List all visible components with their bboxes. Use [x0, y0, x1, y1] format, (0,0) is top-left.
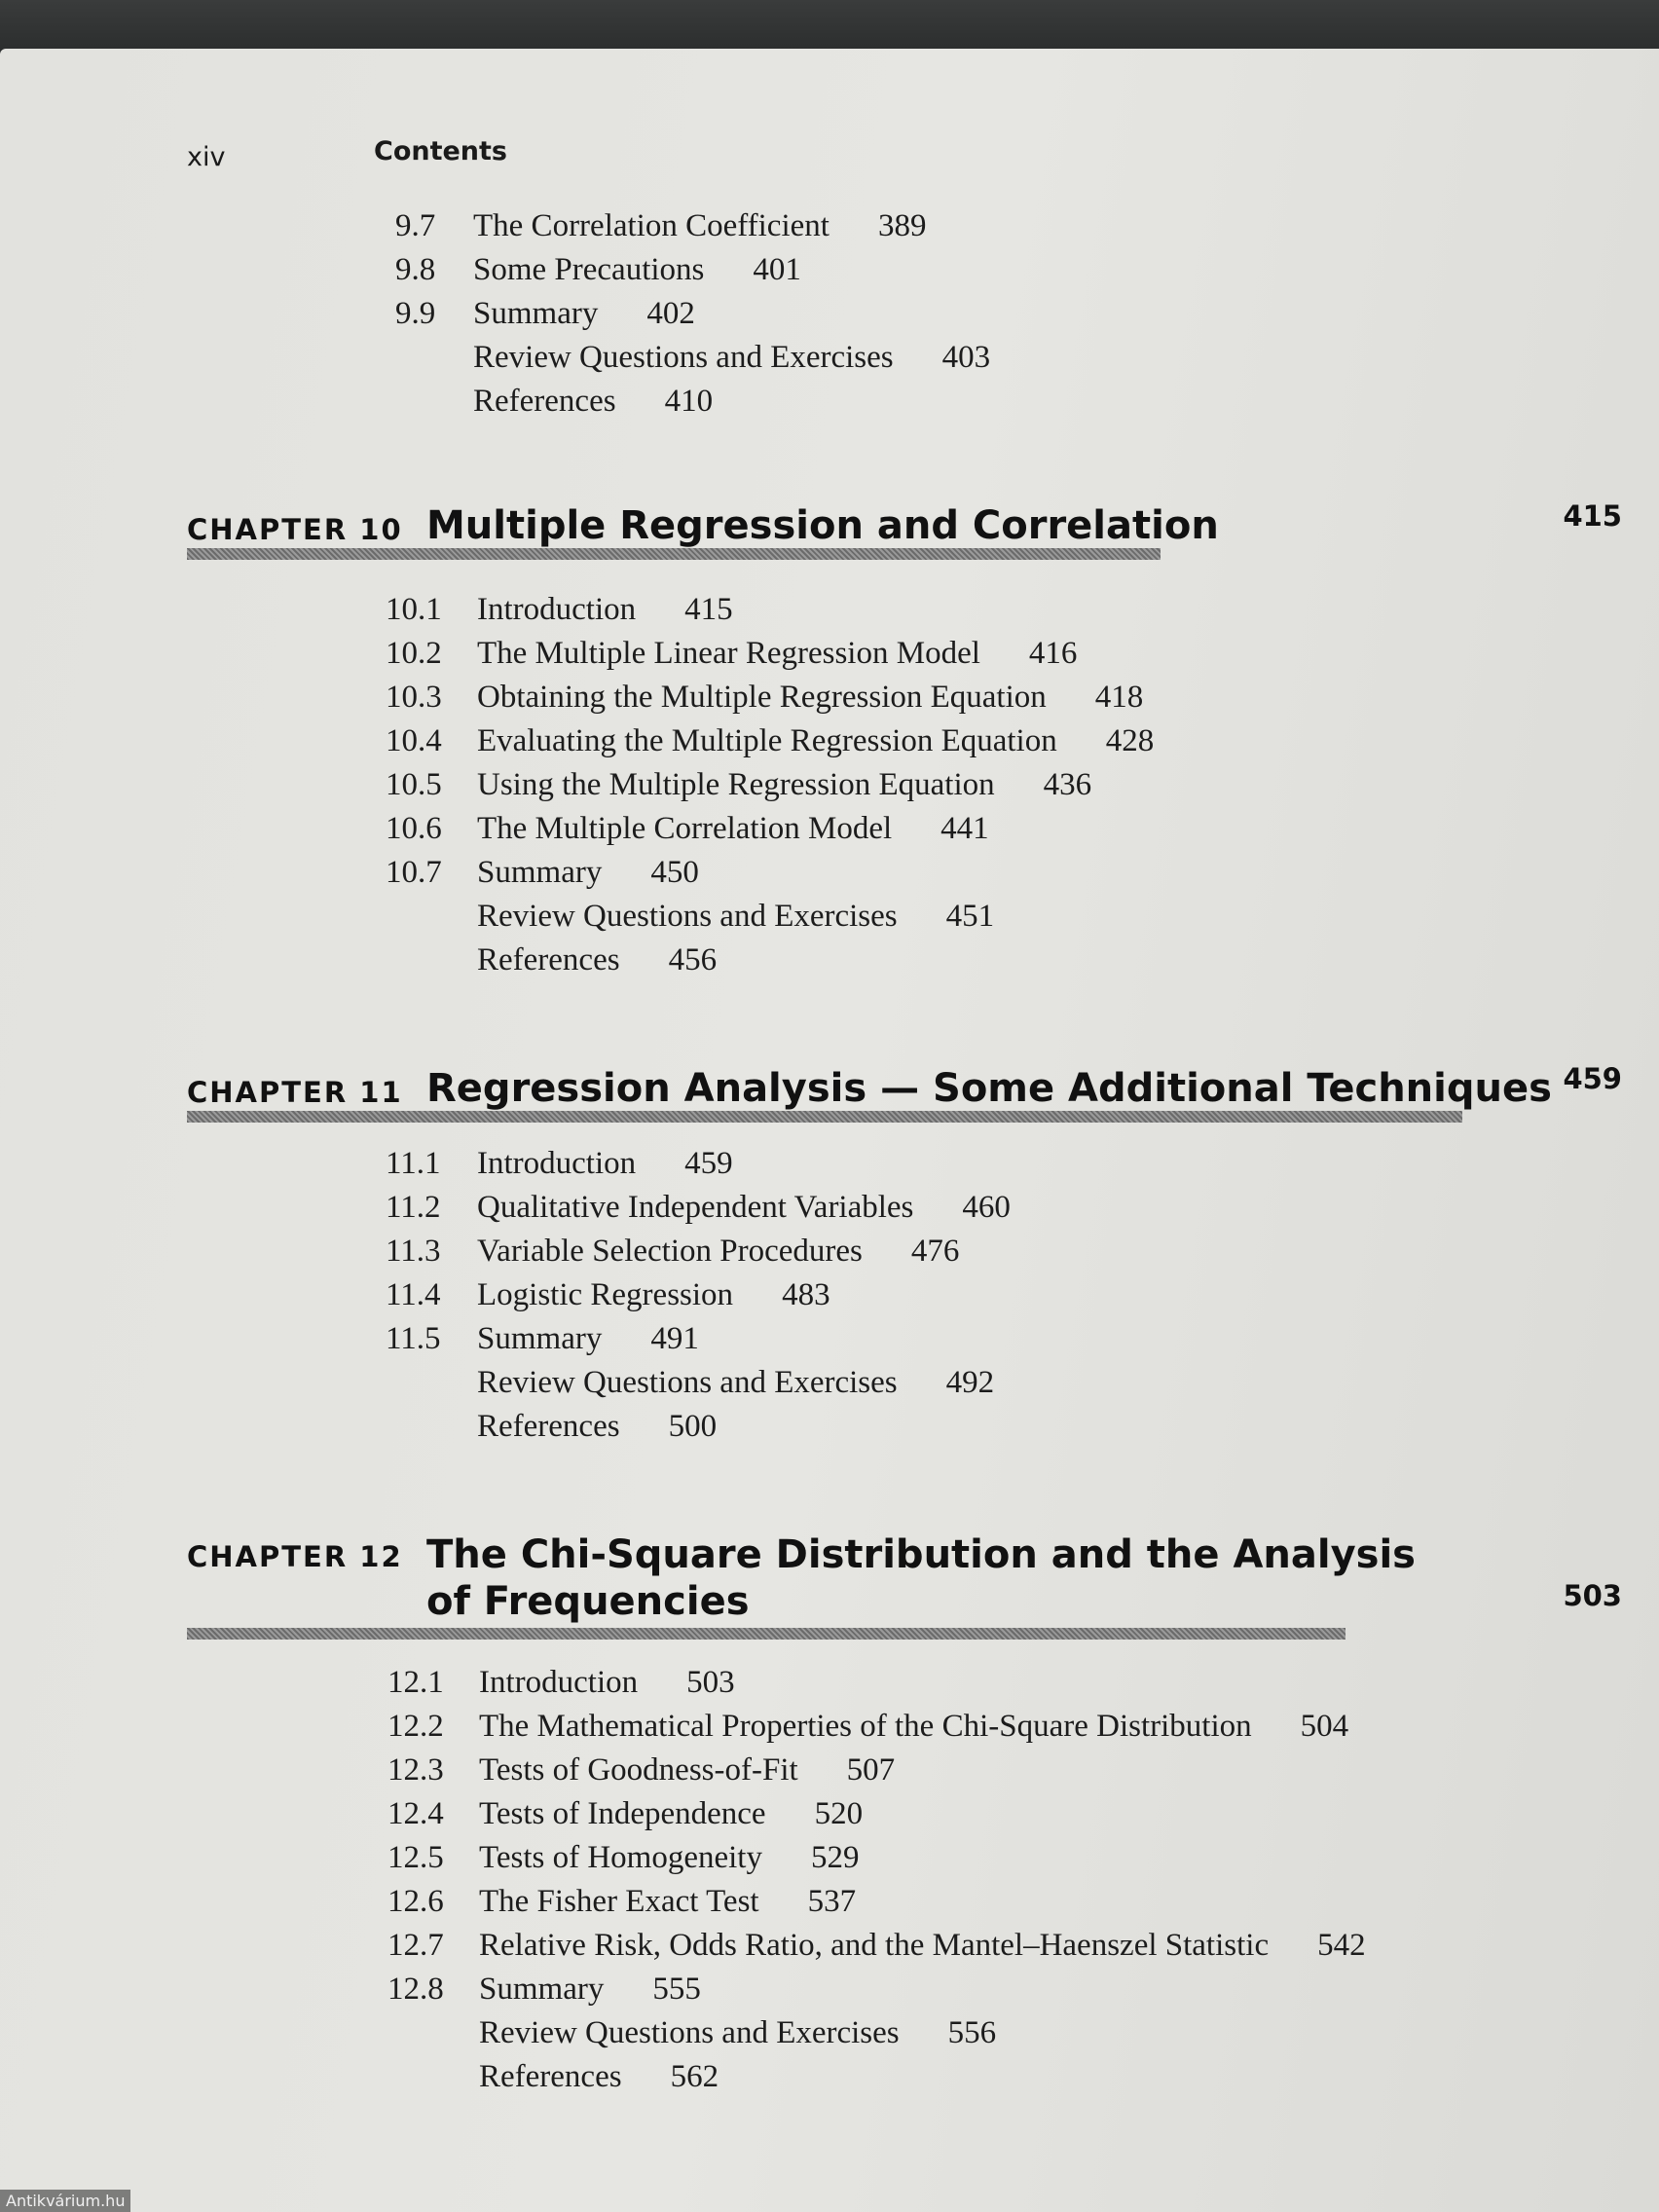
chapter-title: The Chi-Square Distribution and the Analysis — [426, 1532, 1416, 1577]
section-title-line — [479, 1705, 1348, 1749]
section-page: 441 — [940, 811, 989, 846]
section-title-line — [473, 204, 926, 248]
section-title: Tests of Homogeneity — [479, 1840, 762, 1875]
section-title: Evaluating the Multiple Regression Equation — [477, 723, 1057, 758]
chapter-title: Multiple Regression and Correlation — [426, 503, 1219, 548]
section-number: 11.3 — [386, 1234, 441, 1269]
section-page: 476 — [910, 1234, 960, 1269]
section-title-line — [479, 1661, 735, 1705]
section-page: 402 — [646, 296, 695, 331]
section-title-line — [477, 807, 989, 851]
section-title: The Correlation Coefficient — [473, 208, 830, 243]
section-page: 556 — [947, 2015, 997, 2050]
section-number: 10.3 — [386, 680, 442, 715]
chapter-12-block — [183, 1519, 1624, 1626]
section-title-line — [479, 1880, 856, 1924]
section-number: 10.7 — [386, 855, 442, 890]
section-number: 11.1 — [386, 1146, 441, 1181]
chapter-label: CHAPTER 12 — [187, 1540, 403, 1573]
chapter-page: 459 — [1563, 1062, 1622, 1095]
watermark: Antikvárium.hu — [0, 2190, 130, 2212]
section-page: 460 — [962, 1190, 1011, 1225]
section-title-line — [479, 1836, 859, 1880]
section-page: 456 — [668, 942, 718, 977]
chapter-heading — [183, 1054, 1624, 1123]
section-title: The Multiple Linear Regression Model — [477, 636, 980, 671]
section-title-line — [477, 1142, 733, 1186]
section-page: 451 — [945, 899, 995, 934]
section-title: References — [477, 942, 620, 977]
section-title-line — [479, 1968, 701, 2011]
section-number: 12.8 — [387, 1972, 444, 2007]
section-title: The Mathematical Properties of the Chi-Square Distribution — [479, 1709, 1252, 1744]
section-title: Variable Selection Procedures — [477, 1234, 863, 1269]
section-title: References — [479, 2059, 622, 2094]
section-title: Review Questions and Exercises — [473, 340, 894, 375]
section-title: References — [477, 1409, 620, 1444]
section-number: 12.4 — [387, 1796, 444, 1831]
chapter-label: CHAPTER 10 — [187, 513, 403, 546]
section-page: 389 — [877, 208, 927, 243]
section-title-line — [477, 676, 1143, 719]
section-page: 415 — [684, 592, 733, 627]
section-title-line — [477, 895, 994, 939]
section-title-line — [473, 336, 990, 380]
section-number: 12.1 — [387, 1665, 444, 1700]
section-number: 10.5 — [386, 767, 442, 802]
section-title: The Multiple Correlation Model — [477, 811, 893, 846]
section-title-line — [479, 1924, 1366, 1968]
section-page: 403 — [941, 340, 991, 375]
section-title-line — [479, 1749, 895, 1792]
section-title: Qualitative Independent Variables — [477, 1190, 914, 1225]
section-title: Introduction — [479, 1665, 639, 1700]
section-title-line — [477, 719, 1154, 763]
section-page: 562 — [670, 2059, 719, 2094]
section-number: 9.7 — [395, 208, 436, 243]
section-number: 10.6 — [386, 811, 442, 846]
section-number: 11.4 — [386, 1277, 441, 1312]
chapter-11-block — [183, 1054, 1624, 1123]
section-page: 483 — [782, 1277, 830, 1312]
chapter-page: 503 — [1563, 1579, 1622, 1612]
section-title-line — [473, 248, 801, 292]
chapter-label: CHAPTER 11 — [187, 1076, 403, 1109]
section-title-line — [479, 2011, 996, 2055]
section-title-line — [477, 1361, 994, 1405]
page-folio: xiv — [187, 142, 226, 172]
section-page: 507 — [846, 1752, 896, 1788]
section-title: Obtaining the Multiple Regression Equation — [477, 680, 1047, 715]
section-page: 529 — [810, 1840, 860, 1875]
section-title-line — [473, 380, 713, 424]
section-title: Relative Risk, Odds Ratio, and the Mantel–Haenszel Statistic — [479, 1928, 1270, 1963]
chapter-rule — [187, 548, 1161, 560]
section-page: 459 — [684, 1146, 733, 1181]
section-title: Review Questions and Exercises — [477, 1365, 898, 1400]
section-page: 504 — [1300, 1709, 1349, 1744]
section-page: 520 — [814, 1796, 864, 1831]
section-title-line — [477, 939, 717, 982]
section-page: 503 — [686, 1665, 735, 1700]
section-title-line — [477, 1230, 959, 1273]
running-head-label: Contents — [374, 136, 508, 166]
section-title: Tests of Goodness-of-Fit — [479, 1752, 798, 1788]
section-title: Summary — [477, 1321, 603, 1356]
section-title-line — [479, 2055, 719, 2099]
section-title: Introduction — [477, 1146, 637, 1181]
section-number: 11.5 — [386, 1321, 441, 1356]
section-title: Review Questions and Exercises — [477, 899, 898, 934]
section-page: 537 — [807, 1884, 857, 1919]
section-number: 12.7 — [387, 1928, 444, 1963]
chapter-heading — [183, 1519, 1624, 1626]
chapter-rule — [187, 1111, 1462, 1123]
section-title: References — [473, 384, 616, 419]
section-page: 410 — [664, 384, 714, 419]
section-title-line — [477, 1273, 830, 1317]
section-title-line — [477, 851, 699, 895]
section-page: 401 — [753, 252, 801, 287]
chapter-title: Regression Analysis — Some Additional Techniques — [426, 1066, 1552, 1111]
section-number: 9.8 — [395, 252, 436, 287]
section-title-line — [479, 1792, 863, 1836]
section-title: Using the Multiple Regression Equation — [477, 767, 995, 802]
section-number: 10.1 — [386, 592, 442, 627]
section-page: 555 — [652, 1972, 701, 2007]
section-title-line — [477, 1317, 699, 1361]
section-title: Review Questions and Exercises — [479, 2015, 900, 2050]
chapter-rule — [187, 1628, 1346, 1640]
section-title: Some Precautions — [473, 252, 705, 287]
chapter-heading — [183, 492, 1624, 560]
section-title-line — [477, 1405, 717, 1449]
section-title: The Fisher Exact Test — [479, 1884, 759, 1919]
section-number: 9.9 — [395, 296, 436, 331]
section-title-line — [477, 763, 1091, 807]
section-title: Summary — [479, 1972, 605, 2007]
chapter-10-block — [183, 492, 1624, 560]
section-title: Logistic Regression — [477, 1277, 734, 1312]
section-title-line — [477, 632, 1077, 676]
section-page: 450 — [650, 855, 699, 890]
section-number: 12.6 — [387, 1884, 444, 1919]
section-title-line — [477, 588, 733, 632]
section-page: 416 — [1028, 636, 1078, 671]
section-page: 500 — [668, 1409, 718, 1444]
section-title: Summary — [477, 855, 603, 890]
section-page: 436 — [1043, 767, 1092, 802]
section-page: 418 — [1094, 680, 1144, 715]
section-page: 428 — [1105, 723, 1155, 758]
section-number: 11.2 — [386, 1190, 441, 1225]
section-title: Summary — [473, 296, 599, 331]
section-title: Introduction — [477, 592, 637, 627]
section-number: 10.4 — [386, 723, 442, 758]
section-title: Tests of Independence — [479, 1796, 766, 1831]
section-page: 542 — [1317, 1928, 1366, 1963]
section-number: 10.2 — [386, 636, 442, 671]
section-page: 492 — [945, 1365, 995, 1400]
section-number: 12.5 — [387, 1840, 444, 1875]
section-title-line — [477, 1186, 1011, 1230]
section-number: 12.3 — [387, 1752, 444, 1788]
chapter-page: 415 — [1563, 499, 1622, 533]
section-number: 12.2 — [387, 1709, 444, 1744]
chapter-title-continued: of Frequencies — [426, 1579, 750, 1624]
section-title-line — [473, 292, 695, 336]
section-page: 491 — [650, 1321, 699, 1356]
